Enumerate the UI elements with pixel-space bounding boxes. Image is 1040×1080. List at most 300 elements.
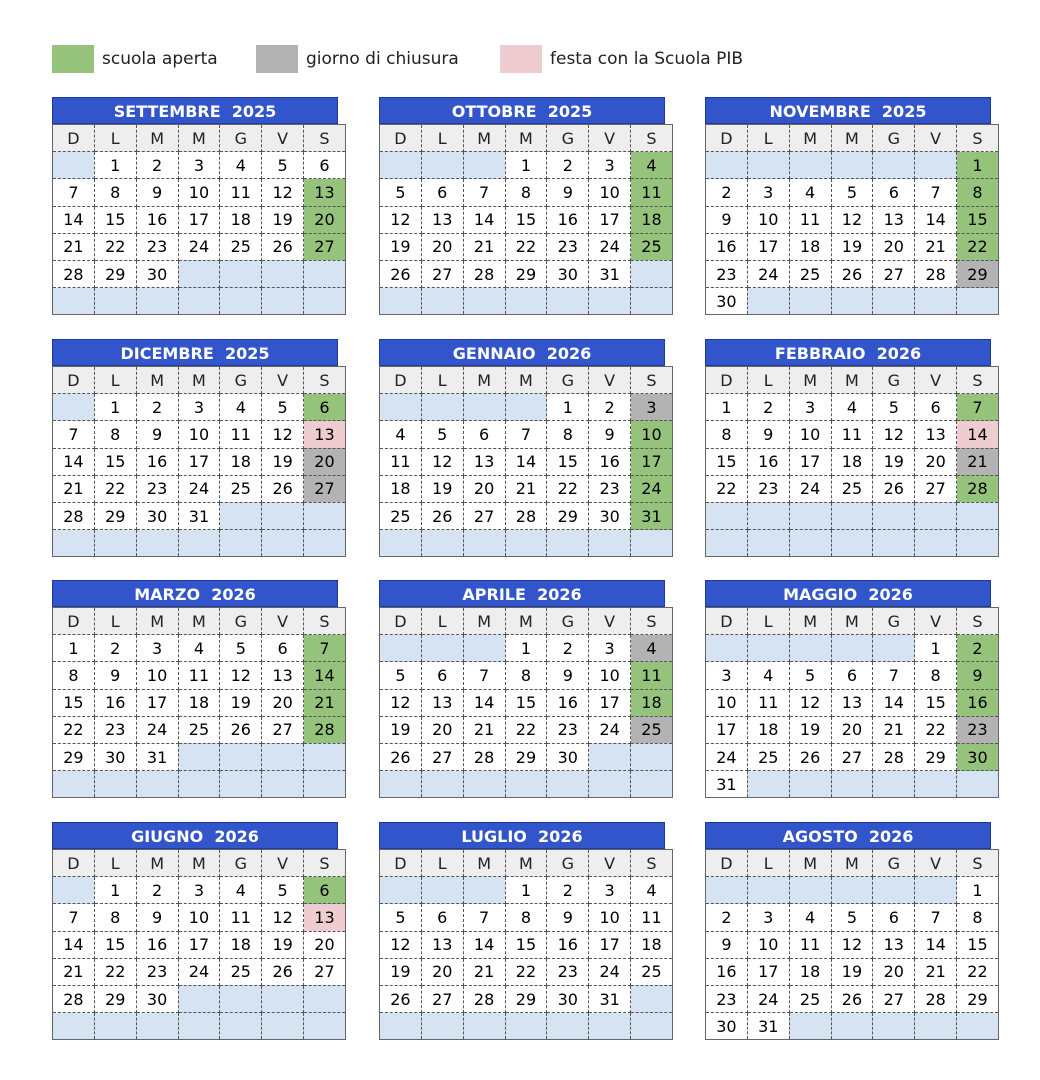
day-cell: 11	[380, 448, 422, 475]
empty-cell	[136, 288, 178, 315]
week-row	[53, 716, 346, 743]
day-cell: 30	[136, 985, 178, 1012]
day-cell: 31	[747, 1013, 789, 1040]
empty-cell	[262, 985, 304, 1012]
week-row	[53, 260, 346, 287]
day-cell: 8	[547, 421, 589, 448]
week-row	[380, 502, 673, 529]
day-cell: 22	[706, 475, 748, 502]
day-cell: 10	[789, 421, 831, 448]
day-cell: 15	[957, 931, 999, 958]
day-cell: 8	[706, 421, 748, 448]
weekday-header: L	[421, 125, 463, 152]
day-cell: 14	[53, 206, 95, 233]
day-cell: 26	[831, 985, 873, 1012]
week-row	[706, 931, 999, 958]
day-cell: 22	[94, 475, 136, 502]
day-cell: 13	[915, 421, 957, 448]
day-cell: 6	[304, 877, 346, 904]
week-row	[380, 530, 673, 557]
weekday-header: G	[547, 125, 589, 152]
week-row	[706, 771, 999, 798]
weekday-header: D	[380, 125, 422, 152]
day-cell: 24	[178, 958, 220, 985]
day-cell: 1	[505, 877, 547, 904]
day-cell: 25	[178, 716, 220, 743]
week-row	[380, 635, 673, 662]
day-cell: 26	[262, 233, 304, 260]
weekday-header: M	[831, 850, 873, 877]
empty-cell	[831, 530, 873, 557]
day-cell: 31	[136, 743, 178, 770]
weekday-row	[380, 367, 673, 394]
day-cell: 25	[631, 958, 673, 985]
empty-cell	[873, 635, 915, 662]
legend-swatch-party	[500, 45, 542, 73]
day-cell: 18	[789, 233, 831, 260]
day-cell: 16	[957, 689, 999, 716]
week-row	[53, 743, 346, 770]
weekday-header: S	[304, 850, 346, 877]
empty-cell	[505, 1013, 547, 1040]
month-year: 2026	[214, 827, 259, 846]
day-cell: 12	[873, 421, 915, 448]
day-cell: 29	[547, 502, 589, 529]
empty-cell	[304, 985, 346, 1012]
legend-item-party	[500, 45, 743, 73]
day-cell: 31	[589, 985, 631, 1012]
day-cell: 23	[957, 716, 999, 743]
day-cell: 20	[421, 233, 463, 260]
day-cell: 14	[505, 448, 547, 475]
empty-cell	[706, 877, 748, 904]
day-cell: 14	[53, 448, 95, 475]
day-cell: 5	[873, 394, 915, 421]
weekday-header: M	[463, 125, 505, 152]
day-cell: 9	[589, 421, 631, 448]
day-cell: 1	[94, 152, 136, 179]
week-row	[53, 662, 346, 689]
day-cell: 18	[220, 448, 262, 475]
day-cell: 24	[178, 475, 220, 502]
day-cell: 22	[505, 233, 547, 260]
month-year: 2025	[547, 102, 593, 121]
empty-cell	[262, 260, 304, 287]
day-cell: 5	[262, 152, 304, 179]
day-cell: 18	[631, 689, 673, 716]
day-cell: 16	[136, 206, 178, 233]
week-row	[706, 502, 999, 529]
empty-cell	[915, 502, 957, 529]
day-cell: 20	[304, 206, 346, 233]
day-cell: 13	[304, 179, 346, 206]
weekday-header: M	[505, 367, 547, 394]
week-row	[53, 421, 346, 448]
week-row	[53, 152, 346, 179]
weekday-row	[380, 125, 673, 152]
weekday-header: G	[873, 367, 915, 394]
day-cell: 23	[589, 475, 631, 502]
day-cell: 29	[505, 743, 547, 770]
day-cell: 3	[747, 904, 789, 931]
empty-cell	[262, 502, 304, 529]
empty-cell	[505, 394, 547, 421]
empty-cell	[915, 877, 957, 904]
day-cell: 14	[463, 931, 505, 958]
day-cell: 25	[789, 260, 831, 287]
week-row	[706, 421, 999, 448]
day-cell: 28	[915, 985, 957, 1012]
week-row	[53, 179, 346, 206]
day-cell: 1	[547, 394, 589, 421]
day-cell: 23	[547, 716, 589, 743]
empty-cell	[915, 771, 957, 798]
day-cell: 17	[136, 689, 178, 716]
weekday-row	[53, 367, 346, 394]
week-row	[706, 662, 999, 689]
week-row	[706, 179, 999, 206]
empty-cell	[706, 152, 748, 179]
day-cell: 10	[706, 689, 748, 716]
day-cell: 14	[957, 421, 999, 448]
weekday-header: D	[53, 367, 95, 394]
empty-cell	[136, 771, 178, 798]
month-year: 2026	[538, 827, 583, 846]
month-table	[379, 849, 673, 1040]
day-cell: 14	[873, 689, 915, 716]
day-cell: 11	[789, 931, 831, 958]
day-cell: 28	[53, 985, 95, 1012]
day-cell: 23	[547, 958, 589, 985]
week-row	[380, 743, 673, 770]
weekday-row	[380, 850, 673, 877]
day-cell: 17	[589, 931, 631, 958]
week-row	[380, 233, 673, 260]
weekday-header: S	[957, 608, 999, 635]
weekday-header: G	[873, 850, 915, 877]
weekday-header: S	[957, 850, 999, 877]
day-cell: 7	[463, 179, 505, 206]
day-cell: 21	[53, 475, 95, 502]
empty-cell	[706, 530, 748, 557]
day-cell: 23	[136, 958, 178, 985]
weekday-header: M	[505, 125, 547, 152]
weekday-header: S	[631, 850, 673, 877]
empty-cell	[589, 530, 631, 557]
empty-cell	[304, 771, 346, 798]
day-cell: 5	[380, 662, 422, 689]
week-row	[706, 716, 999, 743]
day-cell: 15	[94, 931, 136, 958]
day-cell: 8	[505, 662, 547, 689]
day-cell: 25	[831, 475, 873, 502]
day-cell: 17	[589, 206, 631, 233]
empty-cell	[262, 530, 304, 557]
empty-cell	[220, 1013, 262, 1040]
day-cell: 7	[915, 904, 957, 931]
day-cell: 14	[304, 662, 346, 689]
empty-cell	[220, 985, 262, 1012]
month-title	[705, 97, 991, 124]
day-cell: 18	[380, 475, 422, 502]
month-name: MAGGIO	[783, 585, 858, 604]
day-cell: 12	[380, 206, 422, 233]
day-cell: 8	[53, 662, 95, 689]
week-row	[53, 530, 346, 557]
day-cell: 16	[136, 448, 178, 475]
empty-cell	[220, 530, 262, 557]
day-cell: 24	[136, 716, 178, 743]
day-cell: 13	[421, 931, 463, 958]
weekday-header: V	[262, 125, 304, 152]
weekday-header: V	[915, 608, 957, 635]
day-cell: 18	[831, 448, 873, 475]
day-cell: 2	[136, 877, 178, 904]
month-title	[379, 822, 665, 849]
day-cell: 16	[589, 448, 631, 475]
week-row	[53, 904, 346, 931]
month-maggio	[705, 580, 991, 798]
day-cell: 30	[589, 502, 631, 529]
day-cell: 28	[304, 716, 346, 743]
day-cell: 25	[789, 985, 831, 1012]
empty-cell	[789, 877, 831, 904]
month-febbraio	[705, 339, 991, 557]
day-cell: 31	[589, 260, 631, 287]
weekday-row	[53, 850, 346, 877]
month-ottobre	[379, 97, 665, 315]
empty-cell	[421, 771, 463, 798]
day-cell: 30	[706, 288, 748, 315]
weekday-row	[53, 125, 346, 152]
day-cell: 2	[94, 635, 136, 662]
weekday-header: G	[873, 125, 915, 152]
weekday-header: S	[304, 367, 346, 394]
day-cell: 29	[957, 260, 999, 287]
empty-cell	[304, 530, 346, 557]
month-giugno	[52, 822, 338, 1040]
week-row	[706, 288, 999, 315]
month-table	[52, 607, 346, 798]
day-cell: 8	[94, 179, 136, 206]
week-row	[53, 877, 346, 904]
day-cell: 23	[706, 260, 748, 287]
weekday-header: M	[178, 608, 220, 635]
empty-cell	[915, 288, 957, 315]
day-cell: 23	[547, 233, 589, 260]
empty-cell	[631, 1013, 673, 1040]
day-cell: 2	[589, 394, 631, 421]
empty-cell	[421, 877, 463, 904]
day-cell: 12	[262, 179, 304, 206]
weekday-header: M	[463, 367, 505, 394]
empty-cell	[589, 743, 631, 770]
month-table	[52, 849, 346, 1040]
weekday-header: L	[747, 608, 789, 635]
empty-cell	[547, 1013, 589, 1040]
empty-cell	[136, 530, 178, 557]
empty-cell	[262, 743, 304, 770]
empty-cell	[789, 152, 831, 179]
day-cell: 20	[873, 958, 915, 985]
day-cell: 4	[831, 394, 873, 421]
empty-cell	[547, 288, 589, 315]
week-row	[706, 206, 999, 233]
weekday-header: M	[505, 608, 547, 635]
week-row	[53, 985, 346, 1012]
month-year: 2026	[211, 585, 256, 604]
month-year: 2025	[231, 102, 277, 121]
empty-cell	[463, 394, 505, 421]
weekday-header: L	[421, 608, 463, 635]
day-cell: 3	[589, 635, 631, 662]
day-cell: 19	[380, 716, 422, 743]
empty-cell	[262, 1013, 304, 1040]
month-title	[705, 580, 991, 607]
day-cell: 5	[380, 904, 422, 931]
week-row	[380, 689, 673, 716]
day-cell: 9	[94, 662, 136, 689]
day-cell: 17	[789, 448, 831, 475]
weekday-header: M	[831, 367, 873, 394]
day-cell: 26	[220, 716, 262, 743]
day-cell: 12	[831, 206, 873, 233]
day-cell: 27	[304, 233, 346, 260]
day-cell: 21	[304, 689, 346, 716]
weekday-header: S	[957, 367, 999, 394]
empty-cell	[831, 152, 873, 179]
empty-cell	[178, 530, 220, 557]
empty-cell	[463, 288, 505, 315]
day-cell: 5	[220, 635, 262, 662]
weekday-header: M	[136, 850, 178, 877]
day-cell: 24	[706, 743, 748, 770]
day-cell: 24	[178, 233, 220, 260]
week-row	[380, 394, 673, 421]
day-cell: 12	[262, 421, 304, 448]
day-cell: 17	[747, 233, 789, 260]
day-cell: 18	[789, 958, 831, 985]
day-cell: 14	[463, 206, 505, 233]
day-cell: 13	[463, 448, 505, 475]
day-cell: 6	[304, 152, 346, 179]
day-cell: 19	[380, 958, 422, 985]
empty-cell	[589, 288, 631, 315]
day-cell: 27	[304, 475, 346, 502]
day-cell: 27	[831, 743, 873, 770]
day-cell: 28	[53, 502, 95, 529]
day-cell: 30	[94, 743, 136, 770]
weekday-header: G	[220, 850, 262, 877]
empty-cell	[220, 771, 262, 798]
empty-cell	[631, 771, 673, 798]
day-cell: 7	[53, 904, 95, 931]
day-cell: 5	[262, 394, 304, 421]
empty-cell	[873, 877, 915, 904]
day-cell: 5	[831, 904, 873, 931]
week-row	[53, 233, 346, 260]
empty-cell	[957, 771, 999, 798]
week-row	[706, 394, 999, 421]
day-cell: 6	[304, 394, 346, 421]
day-cell: 25	[747, 743, 789, 770]
month-year: 2026	[546, 344, 592, 363]
empty-cell	[421, 530, 463, 557]
day-cell: 6	[421, 904, 463, 931]
day-cell: 10	[178, 179, 220, 206]
day-cell: 30	[547, 743, 589, 770]
day-cell: 12	[831, 931, 873, 958]
day-cell: 12	[380, 931, 422, 958]
day-cell: 3	[178, 877, 220, 904]
day-cell: 20	[873, 233, 915, 260]
day-cell: 11	[220, 421, 262, 448]
empty-cell	[94, 771, 136, 798]
day-cell: 29	[505, 985, 547, 1012]
day-cell: 11	[631, 904, 673, 931]
day-cell: 9	[547, 662, 589, 689]
day-cell: 4	[789, 904, 831, 931]
week-row	[53, 1013, 346, 1040]
legend-label-party: festa con la Scuola PIB	[550, 49, 744, 69]
week-row	[380, 179, 673, 206]
day-cell: 6	[873, 179, 915, 206]
legend-swatch-open	[52, 45, 94, 73]
day-cell: 6	[421, 662, 463, 689]
day-cell: 10	[178, 421, 220, 448]
week-row	[706, 743, 999, 770]
day-cell: 17	[631, 448, 673, 475]
week-row	[706, 233, 999, 260]
week-row	[380, 662, 673, 689]
day-cell: 30	[547, 260, 589, 287]
day-cell: 28	[463, 985, 505, 1012]
day-cell: 1	[957, 152, 999, 179]
day-cell: 26	[262, 475, 304, 502]
empty-cell	[421, 152, 463, 179]
day-cell: 23	[94, 716, 136, 743]
day-cell: 22	[547, 475, 589, 502]
month-year: 2026	[537, 585, 582, 604]
day-cell: 2	[747, 394, 789, 421]
day-cell: 24	[789, 475, 831, 502]
day-cell: 9	[957, 662, 999, 689]
empty-cell	[304, 260, 346, 287]
day-cell: 19	[262, 206, 304, 233]
week-row	[706, 689, 999, 716]
day-cell: 14	[915, 206, 957, 233]
empty-cell	[220, 502, 262, 529]
day-cell: 10	[747, 206, 789, 233]
day-cell: 22	[94, 233, 136, 260]
empty-cell	[463, 771, 505, 798]
week-row	[380, 985, 673, 1012]
day-cell: 13	[421, 689, 463, 716]
weekday-header: M	[831, 125, 873, 152]
weekday-header: L	[94, 367, 136, 394]
day-cell: 11	[747, 689, 789, 716]
day-cell: 31	[631, 502, 673, 529]
day-cell: 29	[53, 743, 95, 770]
day-cell: 13	[421, 206, 463, 233]
day-cell: 10	[589, 904, 631, 931]
day-cell: 3	[589, 877, 631, 904]
day-cell: 29	[915, 743, 957, 770]
week-row	[53, 206, 346, 233]
weekday-header: D	[380, 608, 422, 635]
day-cell: 2	[547, 152, 589, 179]
legend-item-closed	[256, 45, 459, 73]
